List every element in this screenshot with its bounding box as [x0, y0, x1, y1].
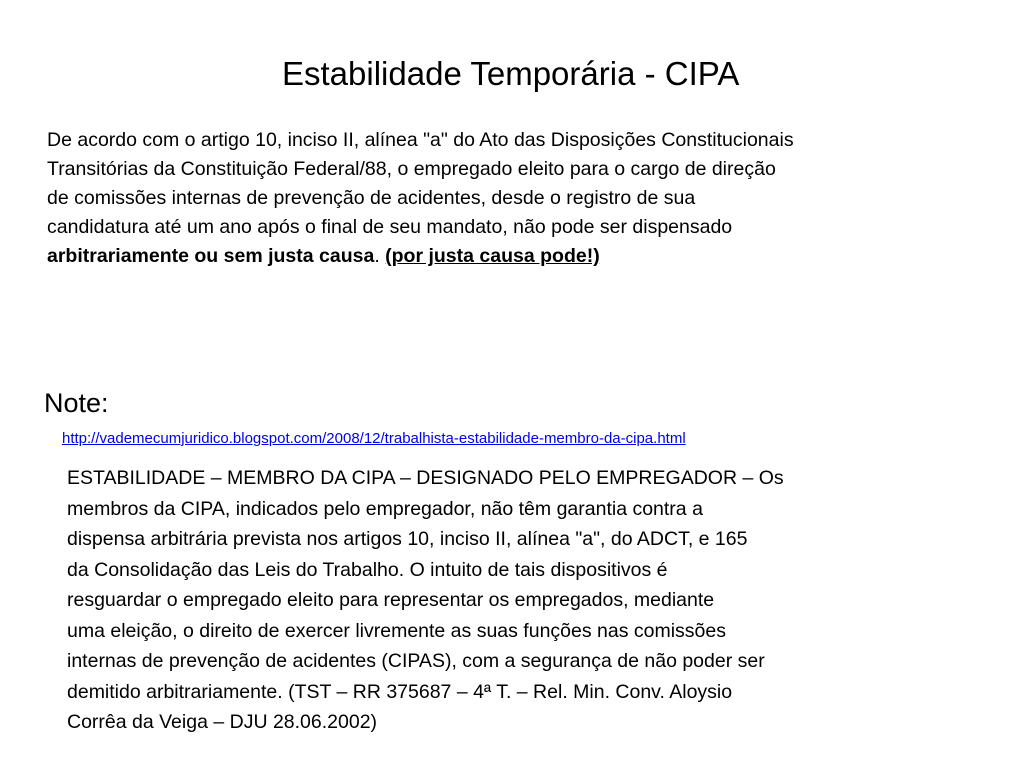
quote-line: ESTABILIDADE – MEMBRO DA CIPA – DESIGNADO PELO EMPREGADOR – Os: [67, 467, 784, 489]
quote-line: resguardar o empregado eleito para representar os empregados, mediante: [67, 589, 715, 611]
main-paragraph: [47, 126, 947, 271]
sentence-separator: .: [374, 245, 386, 267]
quote-line: uma eleição, o direito de exercer livremente as suas funções nas comissões: [67, 619, 726, 642]
slide-title: Estabilidade Temporária - CIPA: [282, 55, 740, 92]
paragraph-last-line: [47, 242, 947, 271]
quote-block: [67, 463, 967, 738]
bold-phrase: arbitrariamente ou sem justa causa: [47, 245, 375, 267]
note-label: Note:: [44, 388, 109, 418]
quote-line: internas de prevenção de acidentes (CIPAS), com a segurança de não poder ser: [67, 650, 765, 672]
paragraph-line: candidatura até um ano após o final de seu mandato, não pode ser dispensado: [47, 216, 733, 238]
quote-line: dispensa arbitrária prevista nos artigos 10, inciso II, alínea "a", do ADCT, e 165: [67, 528, 748, 550]
quote-line: demitido arbitrariamente. (TST – RR 375687 – 4ª T. – Rel. Min. Conv. Aloysio: [67, 680, 733, 703]
source-link[interactable]: http://vademecumjuridico.blogspot.com/2008/12/trabalhista-estabilidade-membro-da-cipa.html: [62, 430, 686, 447]
paragraph-line: Transitórias da Constituição Federal/88, o empregado eleito para o cargo de direção: [47, 158, 776, 180]
emphasis-phrase: (por justa causa pode!): [385, 245, 600, 267]
paragraph-line: De acordo com o artigo 10, inciso II, alínea "a" do Ato das Disposições Constitucionais: [47, 129, 794, 151]
quote-line: membros da CIPA, indicados pelo empregador, não têm garantia contra a: [67, 497, 703, 520]
quote-line: Corrêa da Veiga – DJU 28.06.2002): [67, 711, 378, 733]
paragraph-line: de comissões internas de prevenção de acidentes, desde o registro de sua: [47, 187, 696, 209]
quote-line: da Consolidação das Leis do Trabalho. O intuito de tais dispositivos é: [67, 558, 668, 581]
